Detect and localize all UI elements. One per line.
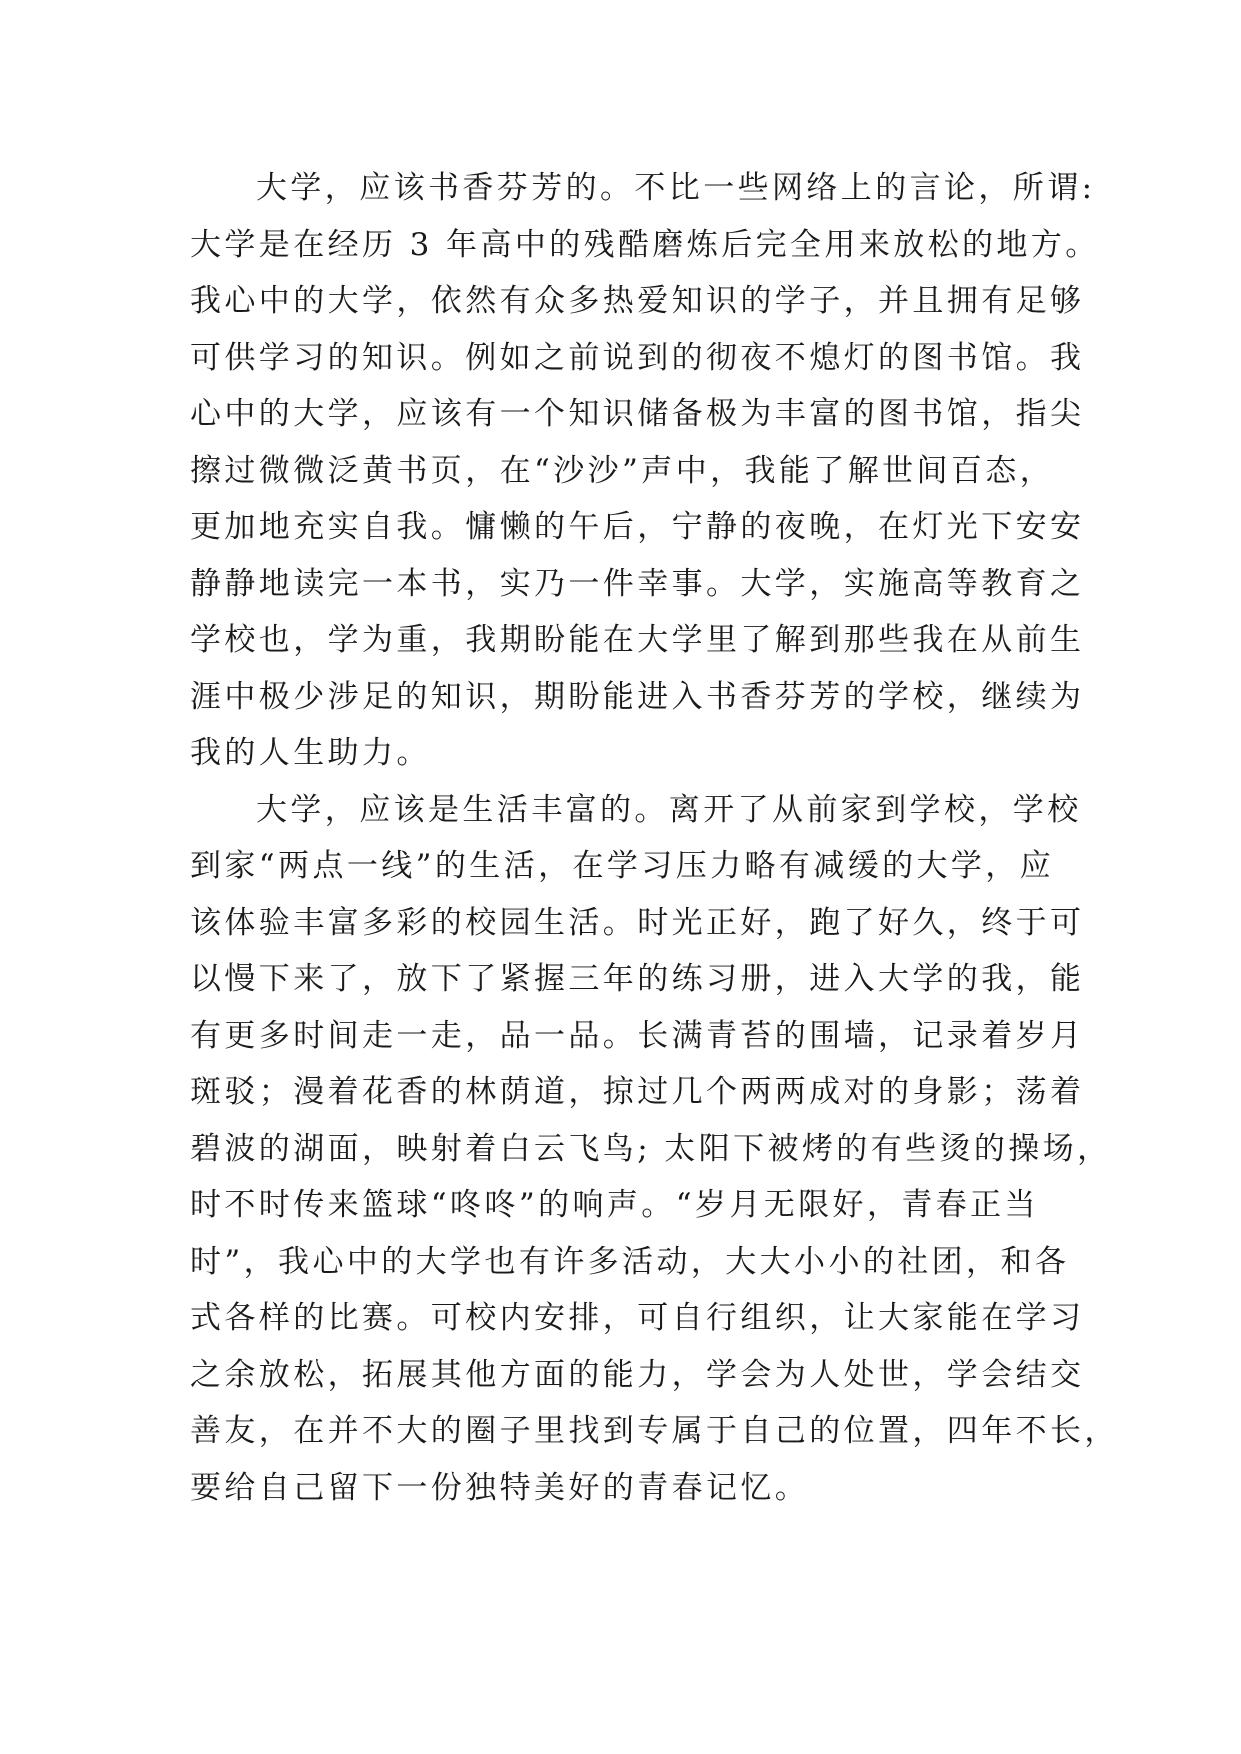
text-line: 擦过微微泛黄书页，在“沙沙”声中，我能了解世间百态， (190, 452, 1055, 489)
text-line: 可供学习的知识。例如之前说到的彻夜不熄灯的图书馆。我 (190, 339, 1085, 376)
text-line: 大学，应该书香芬芳的。不比一些网络上的言论，所谓: (256, 170, 1096, 206)
text-line: 到家“两点一线”的生活，在学习压力略有减缓的大学，应 (190, 848, 1055, 884)
text-line: 要给自己留下一份独特美好的青春记忆。 (190, 1469, 810, 1506)
text-line: 时”，我心中的大学也有许多活动，大大小小的社团，和各 (190, 1243, 1070, 1280)
text-line: 心中的大学，应该有一个知识储备极为丰富的图书馆，指尖 (190, 396, 1085, 432)
text-line: 大学，应该是生活丰富的。离开了从前家到学校，学校 (256, 791, 1082, 828)
text-line: 斑驳；漫着花香的林荫道，掠过几个两两成对的身影；荡着 (190, 1074, 1085, 1110)
text-line: 大学是在经历 3 年高中的残酷磨炼后完全用来放松的地方。 (190, 226, 1100, 263)
text-line: 善友，在并不大的圈子里找到专属于自己的位置，四年不长， (190, 1413, 1119, 1449)
text-line: 涯中极少涉足的知识，期盼能进入书香芬芳的学校，继续为 (190, 678, 1085, 715)
text-line: 以慢下来了，放下了紧握三年的练习册，进入大学的我，能 (190, 961, 1085, 997)
text-line: 时不时传来篮球“咚咚”的响声。“岁月无限好，青春正当 (190, 1187, 1039, 1223)
text-line: 之余放松，拓展其他方面的能力，学会为人处世，学会结交 (190, 1356, 1085, 1393)
text-line: 碧波的湖面，映射着白云飞鸟; 太阳下被烤的有些烫的操场， (190, 1130, 1112, 1167)
text-line: 静静地读完一本书，实乃一件幸事。大学，实施高等教育之 (190, 565, 1085, 602)
text-line: 式各样的比赛。可校内安排，可自行组织，让大家能在学习 (190, 1300, 1085, 1336)
text-line: 学校也，学为重，我期盼能在大学里了解到那些我在从前生 (190, 622, 1085, 658)
paragraph-1 (190, 160, 1100, 782)
paragraph-2 (190, 782, 1119, 1517)
text-line: 更加地充实自我。慵懒的午后，宁静的夜晚，在灯光下安安 (190, 509, 1085, 545)
text-line: 我的人生助力。 (190, 735, 431, 771)
text-line: 有更多时间走一走，品一品。长满青苔的围墙，记录着岁月 (190, 1017, 1085, 1054)
document-body (190, 160, 1119, 1516)
text-line: 该体验丰富多彩的校园生活。时光正好，跑了好久，终于可 (190, 904, 1085, 941)
text-line: 我心中的大学，依然有众多热爱知识的学子，并且拥有足够 (190, 283, 1085, 319)
